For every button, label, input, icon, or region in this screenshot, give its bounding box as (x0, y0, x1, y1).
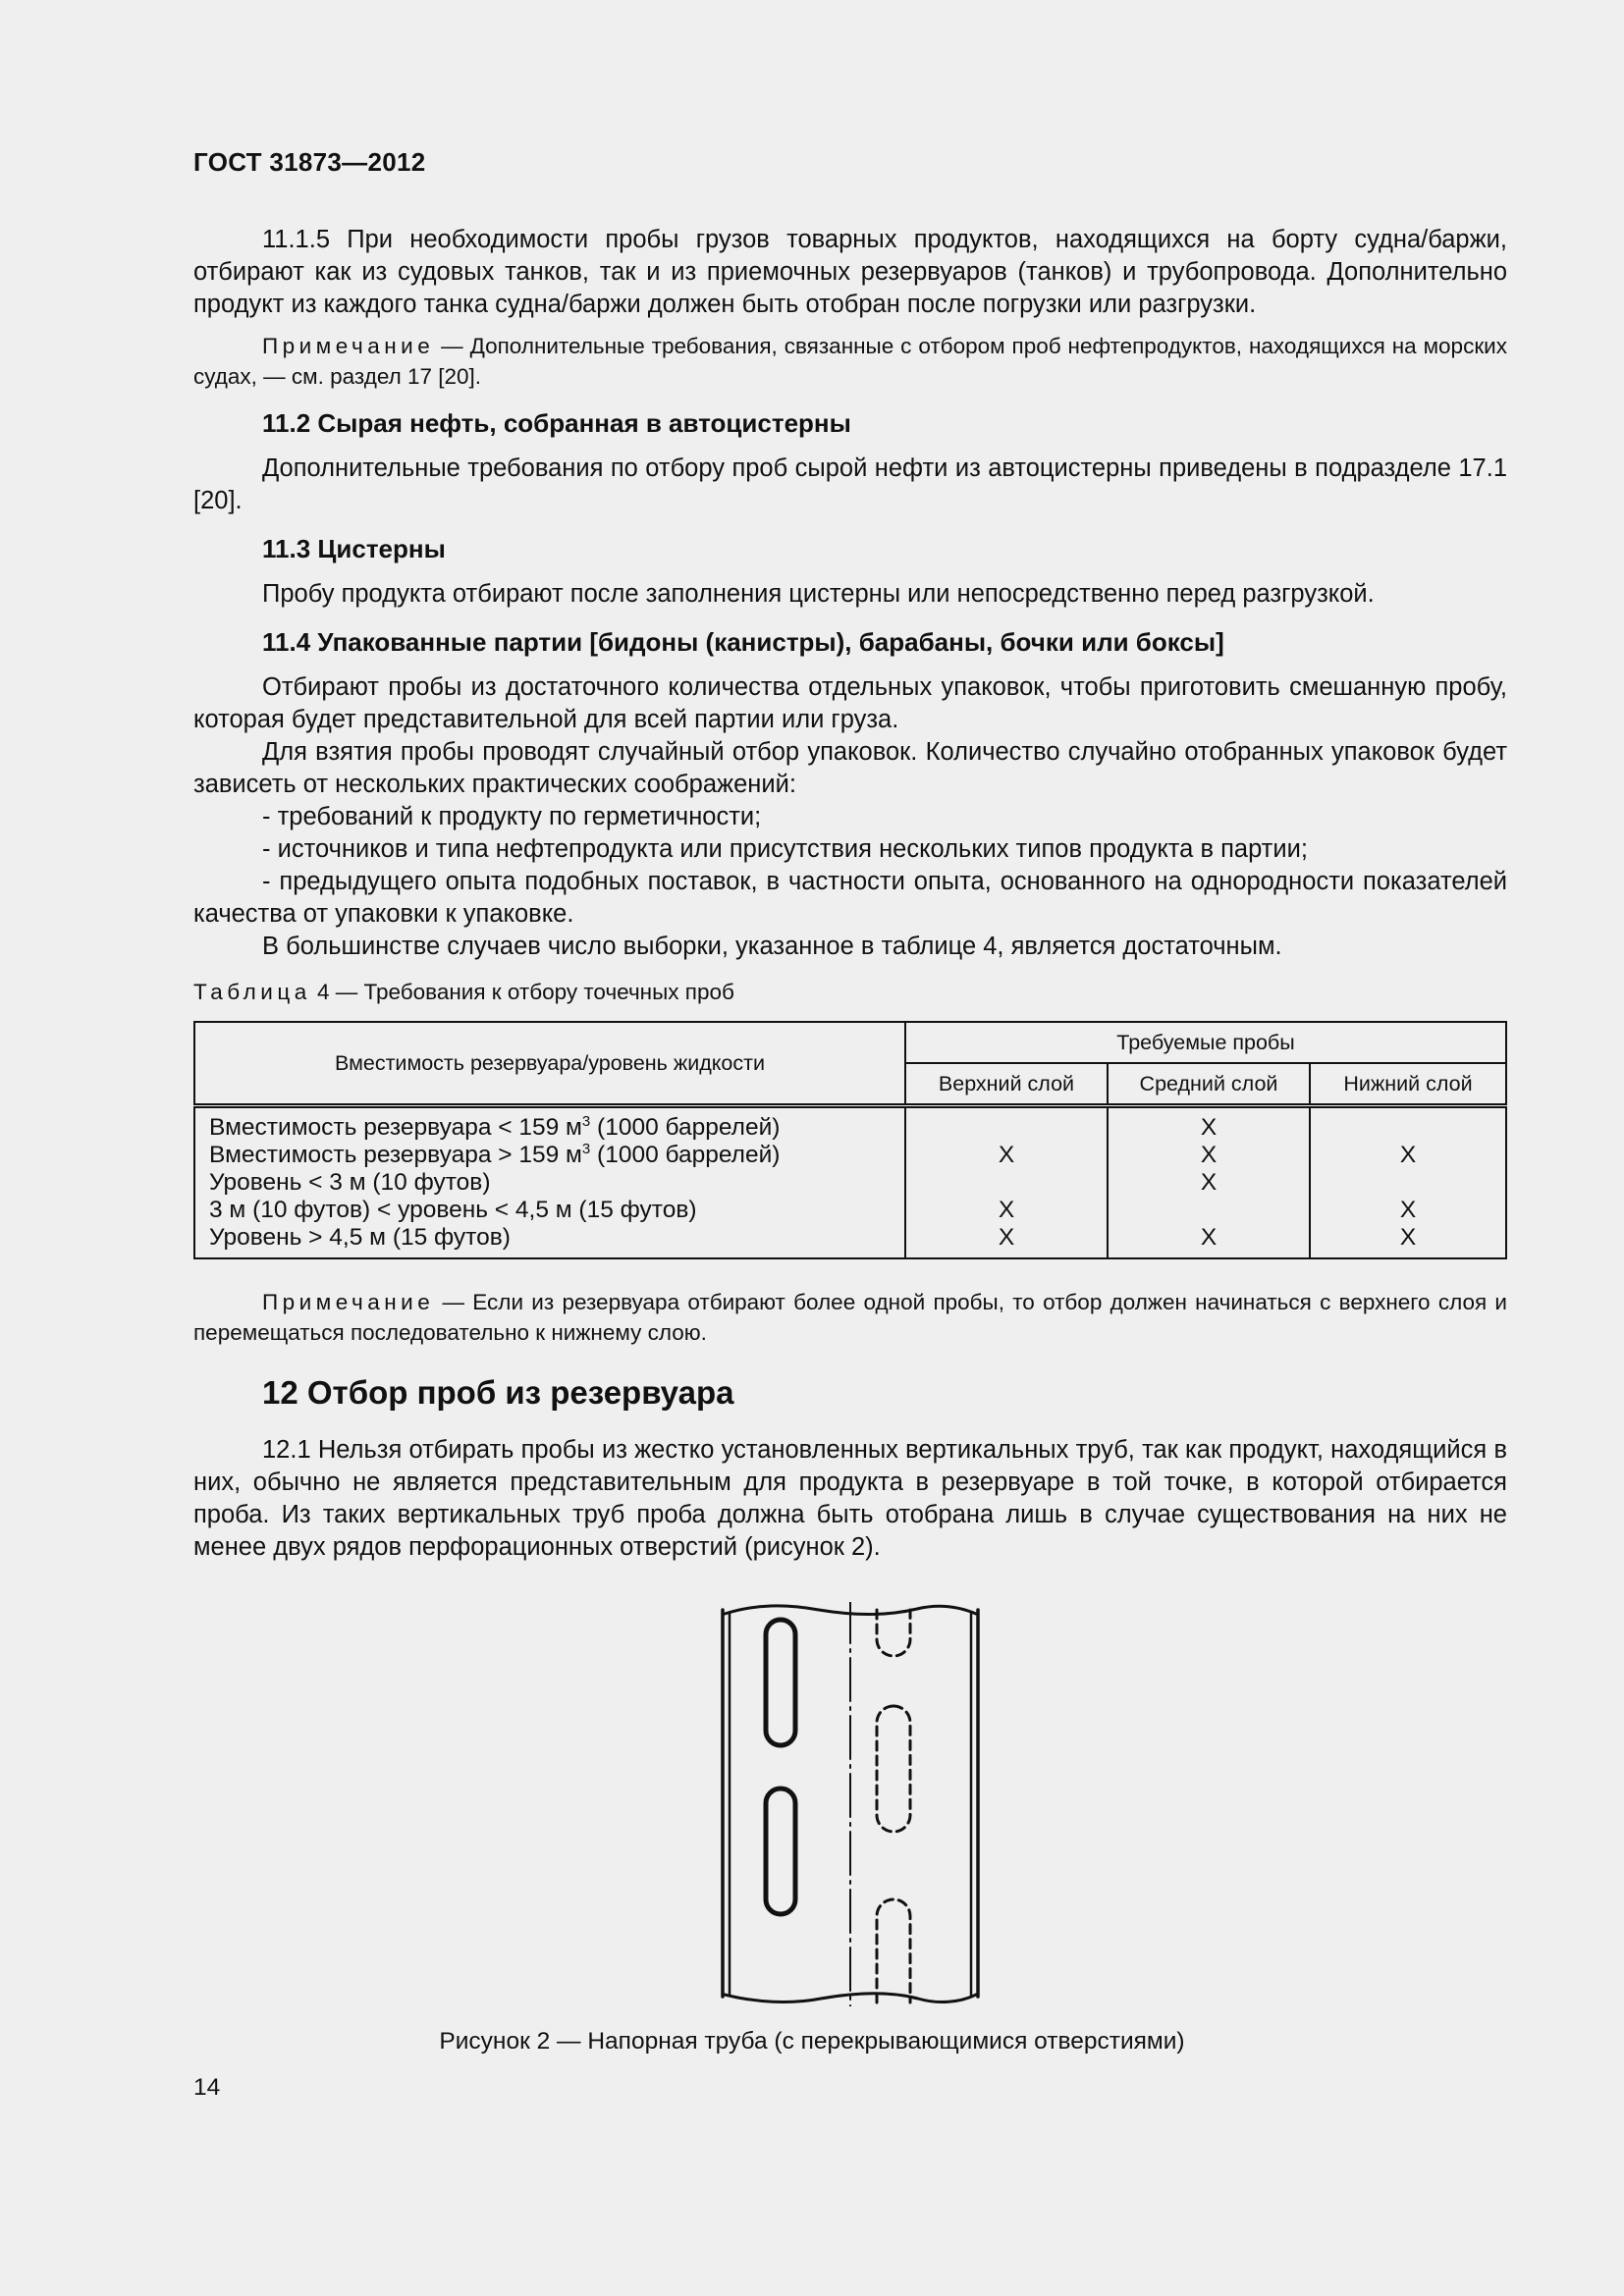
row-label: (1000 баррелей) (590, 1114, 781, 1141)
mark-cell (906, 1114, 1107, 1142)
para-11-4-b: Для взятия пробы проводят случайный отбор упаковок. Количество случайно отобранных упаковок будет зависеть от нескольких практических соображений: (193, 738, 1507, 798)
col-header-capacity: Вместимость резервуара/уровень жидкости (194, 1022, 905, 1106)
heading-11-3: 11.3 Цистерны (262, 534, 446, 563)
mark-cell: X (1399, 1224, 1417, 1251)
bottom-layer-cell (1310, 1106, 1506, 1259)
mark-cell: X (1200, 1224, 1218, 1251)
col-header-bottom: Нижний слой (1310, 1063, 1506, 1106)
table-row (209, 1224, 891, 1252)
para-12-1: 12.1 Нельзя отбирать пробы из жестко установленных вертикальных труб, так как продукт, находящийся в них, обычно не является представительным для продукта в резервуаре в той точке, в которой отбирается проба. Из таких вертикальных труб проба должна быть отобрана лишь в случае существования на них не менее двух рядов перфорационных отверстий (рисунок 2). (193, 1436, 1507, 1561)
mark-cell: X (1399, 1197, 1417, 1223)
middle-layer-cell (1108, 1106, 1310, 1259)
perforation-hole-hidden (877, 1706, 910, 1832)
para-11-2: Дополнительные требования по отбору проб сырой нефти из автоцистерны приведены в подразделе 17.1 [20]. (193, 454, 1507, 514)
perforation-hole (766, 1620, 795, 1745)
mark-cell: X (998, 1224, 1015, 1251)
mark-cell: X (1200, 1142, 1218, 1168)
mark-cell: X (1200, 1169, 1218, 1196)
list-item: - источников и типа нефтепродукта или присутствия нескольких типов продукта в партии; (262, 835, 1308, 863)
row-label: Уровень > 4,5 м (15 футов) (209, 1224, 511, 1251)
row-label: (1000 баррелей) (590, 1142, 781, 1168)
para-11-4-a: Отбирают пробы из достаточного количества отдельных упаковок, чтобы приготовить смешанную пробу, которая будет представительной для всей партии или груза. (193, 673, 1507, 733)
note-text: — Дополнительные требования, связанные с отбором проб нефтепродуктов, находящихся на морских судах, — см. раздел 17 [20]. (193, 334, 1507, 389)
para-11-1-5: 11.1.5 При необходимости пробы грузов товарных продуктов, находящихся на борту судна/баржи, отбирают как из судовых танков, так и из приемочных резервуаров (танков) и трубопровода. Дополнительно продукт из каждого танка судна/баржи должен быть отобран после погрузки или разгрузки. (193, 226, 1507, 318)
mark-cell: X (998, 1197, 1015, 1223)
table-label: Таблица (193, 980, 311, 1004)
figure-caption: Рисунок 2 — Напорная труба (с перекрывающимися отверстиями) (439, 2028, 1185, 2055)
para-11-4-c: В большинстве случаев число выборки, указанное в таблице 4, является достаточным. (262, 933, 1282, 960)
top-layer-cell (905, 1106, 1108, 1259)
list-item: - предыдущего опыта подобных поставок, в частности опыта, основанного на однородности показателей качества от упаковки к упаковке. (193, 868, 1507, 928)
table-title: 4 — Требования к отбору точечных проб (310, 980, 734, 1004)
mark-cell: X (1399, 1142, 1417, 1168)
mark-cell (1311, 1169, 1505, 1197)
row-labels-cell (194, 1106, 905, 1259)
note-text: — Если из резервуара отбирают более одной пробы, то отбор должен начинаться с верхнего слоя и перемещаться последовательно к нижнему слою. (193, 1290, 1507, 1345)
table-row (209, 1114, 891, 1142)
note-1 (193, 331, 1507, 392)
para-11-3: Пробу продукта отбирают после заполнения цистерны или непосредственно перед разгрузкой. (262, 580, 1375, 608)
mark-cell: X (1200, 1114, 1218, 1141)
col-header-required: Требуемые пробы (905, 1022, 1506, 1063)
row-label: 3 м (10 футов) < уровень < 4,5 м (15 футов) (209, 1197, 697, 1223)
row-label-sup: 3 (581, 1140, 591, 1157)
pipe-figure (717, 1602, 984, 2006)
heading-11-2: 11.2 Сырая нефть, собранная в автоцистерны (262, 408, 851, 438)
main-content (193, 224, 1507, 1564)
table-row (209, 1169, 891, 1197)
note-label: Примечание (262, 334, 435, 358)
heading-12: 12 Отбор проб из резервуара (262, 1374, 734, 1411)
list-item: - требований к продукту по герметичности; (262, 803, 762, 830)
heading-11-4: 11.4 Упакованные партии [бидоны (канистры), барабаны, бочки или боксы] (262, 627, 1224, 657)
col-header-middle: Средний слой (1108, 1063, 1310, 1106)
row-label: Вместимость резервуара < 159 м (209, 1114, 582, 1141)
perforation-hole-hidden (877, 1610, 910, 1656)
note-label: Примечание (262, 1290, 435, 1314)
doc-header: ГОСТ 31873—2012 (193, 147, 426, 177)
table-caption (193, 978, 1507, 1007)
table-row (209, 1197, 891, 1224)
mark-cell (1109, 1197, 1309, 1224)
table-row (209, 1142, 891, 1169)
note-2 (193, 1287, 1507, 1348)
sampling-table (193, 1021, 1507, 1259)
mark-cell (906, 1169, 1107, 1197)
perforation-hole (766, 1789, 795, 1914)
row-label: Уровень < 3 м (10 футов) (209, 1169, 491, 1196)
mark-cell: X (998, 1142, 1015, 1168)
col-header-top: Верхний слой (905, 1063, 1108, 1106)
row-label-sup: 3 (581, 1112, 591, 1130)
row-label: Вместимость резервуара > 159 м (209, 1142, 582, 1168)
mark-cell (1311, 1114, 1505, 1142)
page-number: 14 (193, 2074, 221, 2101)
perforation-hole-hidden (877, 1899, 910, 2002)
